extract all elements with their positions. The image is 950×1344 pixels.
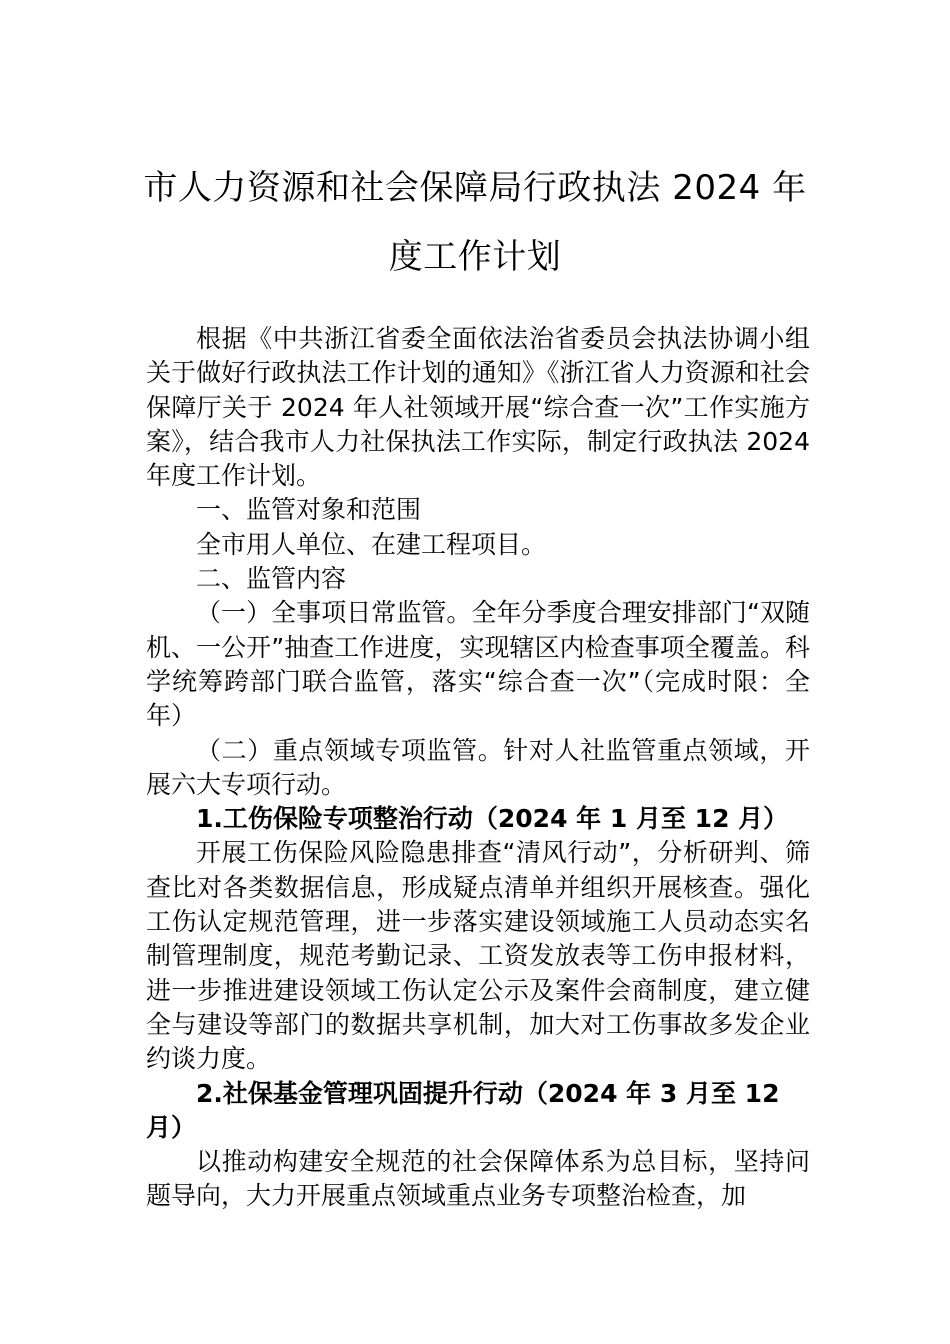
document-title-line-1: 市人力资源和社会保障局行政执法 2024 年 (143, 168, 807, 208)
item-2-paragraph: （二）重点领域专项监管。针对人社监管重点领域，开展六大专项行动。 (146, 735, 810, 799)
action-1-paragraph: 开展工伤保险风险隐患排查“清风行动”，分析研判、筛查比对各类数据信息，形成疑点清单并组织开展核查。强化工伤认定规范管理，进一步落实建设领域施工人员动态实名制管理制度，规范考勤记录、工资发放表等工伤申报材料，进一步推进建设领域工伤认定公示及案件会商制度，建立健全与建设等部门的数据共享机制，加大对工伤事故多发企业约谈力度。 (146, 838, 810, 1074)
intro-paragraph: 根据《中共浙江省委全面依法治省委员会执法协调小组关于做好行政执法工作计划的通知》《浙江省人力资源和社会保障厅关于 2024 年人社领域开展“综合查一次”工作实施方案》，结合我市人力社保执法工作实际，制定行政执法 2024 年度工作计划。 (146, 324, 810, 491)
document-title-line-2: 度工作计划 (388, 237, 562, 277)
section-1-text: 全市用人单位、在建工程项目。 (196, 529, 547, 559)
section-2-heading: 二、监管内容 (196, 564, 347, 594)
document-body (146, 322, 810, 1214)
action-2-heading: 2.社保基金管理巩固提升行动（2024 年 3 月至 12 月） (146, 1078, 780, 1142)
item-1-paragraph: （一）全事项日常监管。全年分季度合理安排部门“双随机、一公开”抽查工作进度，实现辖区内检查事项全覆盖。科学统筹跨部门联合监管，落实“综合查一次”（完成时限：全年） (146, 598, 810, 731)
action-2-paragraph: 以推动构建安全规范的社会保障体系为总目标，坚持问题导向，大力开展重点领域重点业务专项整治检查，加 (146, 1147, 810, 1211)
section-1-heading: 一、监管对象和范围 (196, 495, 422, 525)
action-1-heading: 1.工伤保险专项整治行动（2024 年 1 月至 12 月） (196, 804, 789, 834)
